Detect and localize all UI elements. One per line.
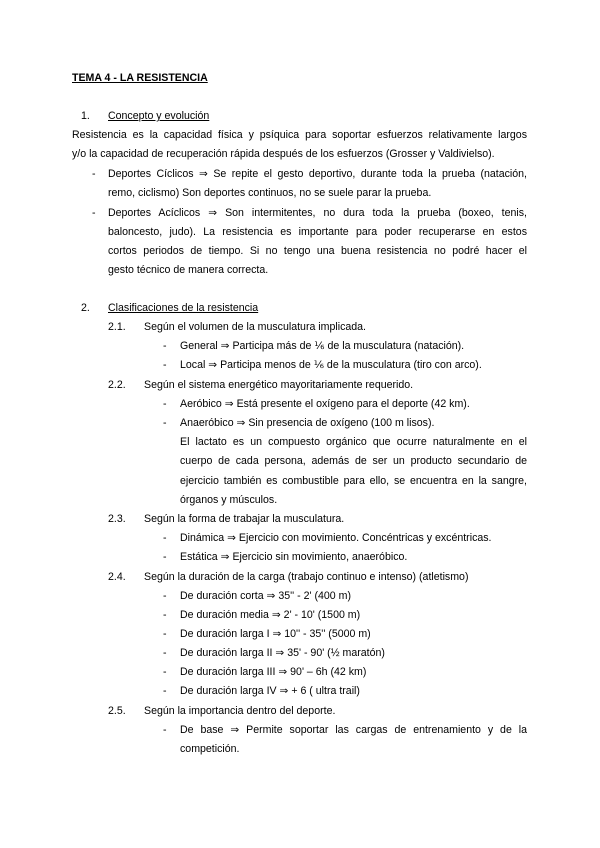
aciclicos-line: Deportes Acíclicos ⇒ Son intermitentes, no dura toda la prueba (boxeo, tenis,: [108, 207, 527, 219]
list-item: De duración corta ⇒ 35'' - 2' (400 m): [180, 590, 351, 602]
list-item: De duración larga II ⇒ 35' - 90' (½ maratón): [180, 647, 385, 659]
list-item: De duración larga IV ⇒ + 6 ( ultra trail): [180, 685, 360, 697]
subsection-number: 2.2.: [108, 379, 126, 391]
subsection-title: Según la forma de trabajar la musculatura.: [144, 513, 345, 525]
section-2-number: 2.: [81, 302, 90, 314]
bullet-dash: -: [163, 532, 167, 544]
bullet-dash: -: [163, 417, 167, 429]
section-1-heading: Concepto y evolución: [108, 110, 210, 122]
bullet-dash: -: [163, 628, 167, 640]
list-item: De base ⇒ Permite soportar las cargas de entrenamiento y de la: [180, 724, 527, 736]
bullet-dash: -: [163, 685, 167, 697]
bullet-dash: -: [163, 647, 167, 659]
bullet-dash: -: [163, 340, 167, 352]
subsection-title: Según la duración de la carga (trabajo continuo e intenso) (atletismo): [144, 571, 469, 583]
subsection-number: 2.3.: [108, 513, 126, 525]
subsection-number: 2.5.: [108, 705, 126, 717]
section-2-heading: Clasificaciones de la resistencia: [108, 302, 259, 314]
list-item: Aeróbico ⇒ Está presente el oxígeno para el deporte (42 km).: [180, 398, 470, 410]
ciclicos-line: Deportes Cíclicos ⇒ Se repite el gesto deportivo, durante toda la prueba (natación,: [108, 168, 527, 180]
bullet-dash: -: [92, 168, 96, 180]
lactato-line: El lactato es un compuesto orgánico que ocurre naturalmente en el: [180, 436, 527, 448]
list-item: Anaeróbico ⇒ Sin presencia de oxígeno (100 m lisos).: [180, 417, 435, 429]
aciclicos-line: baloncesto, judo). La resistencia es importante para poder recuperarse en estos: [108, 226, 527, 238]
bullet-dash: -: [163, 398, 167, 410]
bullet-dash: -: [92, 207, 96, 219]
intro-line: y/o la capacidad de recuperación rápida después de los esfuerzos (Grosser y Valdivielso).: [72, 148, 495, 160]
list-item: General ⇒ Participa más de ⅙ de la musculatura (natación).: [180, 340, 465, 352]
list-item: De duración larga I ⇒ 10'' - 35'' (5000 m): [180, 628, 371, 640]
list-item: Local ⇒ Participa menos de ⅙ de la musculatura (tiro con arco).: [180, 359, 482, 371]
bullet-dash: -: [163, 590, 167, 602]
list-item: De duración media ⇒ 2' - 10' (1500 m): [180, 609, 361, 621]
lactato-line: cuerpo de cada persona, además de ser un producto secundario de: [180, 455, 527, 467]
lactato-line: órganos y músculos.: [180, 494, 278, 506]
bullet-dash: -: [163, 551, 167, 563]
list-item: Estática ⇒ Ejercicio sin movimiento, anaeróbico.: [180, 551, 408, 563]
subsection-title: Según el volumen de la musculatura implicada.: [144, 321, 367, 333]
subsection-number: 2.4.: [108, 571, 126, 583]
aciclicos-line: gesto técnico de manera correcta.: [108, 264, 269, 276]
subsection-title: Según el sistema energético mayoritariamente requerido.: [144, 379, 414, 391]
subsection-title: Según la importancia dentro del deporte.: [144, 705, 336, 717]
bullet-dash: -: [163, 359, 167, 371]
section-1-number: 1.: [81, 110, 90, 122]
ciclicos-line: remo, ciclismo) Son deportes continuos, no se suele parar la prueba.: [108, 187, 432, 199]
list-item: Dinámica ⇒ Ejercicio con movimiento. Concéntricas y excéntricas.: [180, 532, 492, 544]
subsection-number: 2.1.: [108, 321, 126, 333]
document-title: TEMA 4 - LA RESISTENCIA: [72, 72, 208, 84]
aciclicos-line: cortos periodos de tiempo. Si no tengo una buena resistencia no podré hacer el: [108, 245, 527, 257]
bullet-dash: -: [163, 666, 167, 678]
bullet-dash: -: [163, 609, 167, 621]
list-item: De duración larga III ⇒ 90' – 6h (42 km): [180, 666, 367, 678]
list-item: competición.: [180, 743, 240, 755]
bullet-dash: -: [163, 724, 167, 736]
intro-line: Resistencia es la capacidad física y psíquica para soportar esfuerzos relativamente largos: [72, 129, 527, 141]
lactato-line: ejercicio también es combustible para ello, se encuentra en la sangre,: [180, 475, 527, 487]
